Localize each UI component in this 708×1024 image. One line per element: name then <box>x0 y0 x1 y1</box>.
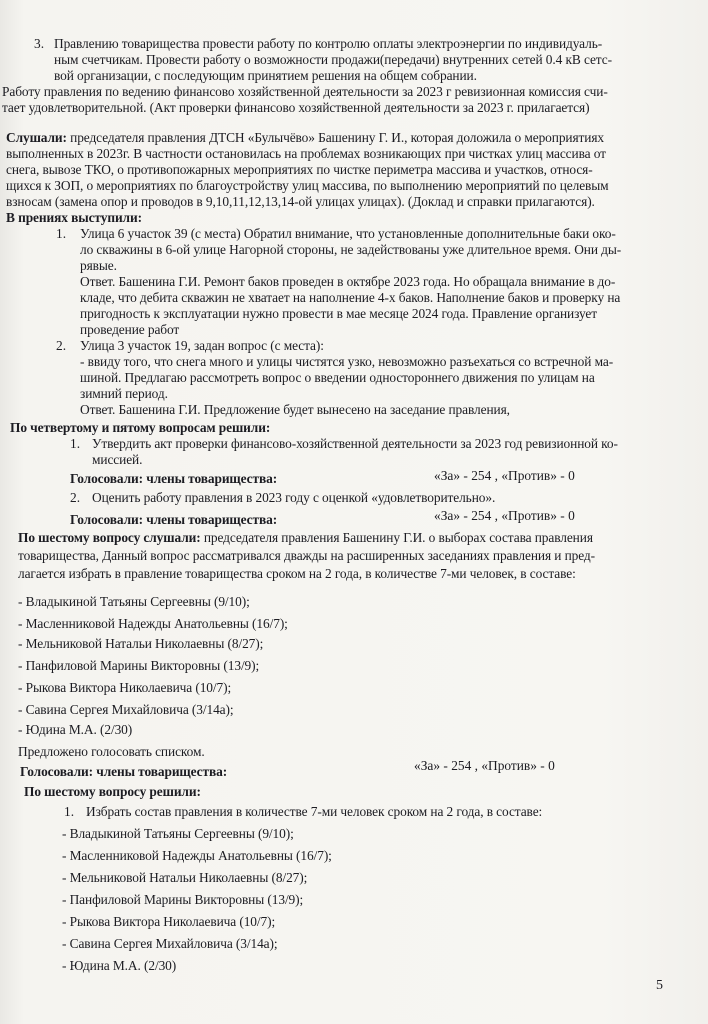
list-item: - Масленниковой Надежды Анатольевны (16/7); <box>18 616 288 631</box>
section-heading: В прениях выступили: <box>6 210 142 225</box>
text-line: Утвердить акт проверки финансово-хозяйственной деятельности за 2023 год ревизионной ко- <box>92 436 618 451</box>
list-item: - Владыкиной Татьяны Сергеевны (9/10); <box>18 594 250 609</box>
section-heading: По шестому вопросу слушали: <box>18 530 201 545</box>
list-item: - Панфиловой Марины Викторовны (13/9); <box>18 658 260 673</box>
section-heading: По шестому вопросу решили: <box>24 784 201 799</box>
text-line: миссией. <box>92 452 143 467</box>
text-line: Улица 3 участок 19, задан вопрос (с места): <box>80 338 324 353</box>
list-item: - Савина Сергея Михайловича (3/14а); <box>62 936 278 951</box>
list-item: - Мельниковой Натальи Николаевны (8/27); <box>18 636 264 651</box>
text-line: Избрать состав правления в количестве 7-ми человек сроком на 2 года, в составе: <box>86 804 543 819</box>
text-line: лагается избрать в правление товарищества сроком на 2 года, в количестве 7-ми человек, в составе: <box>18 566 576 581</box>
text-line: проведение работ <box>80 322 180 337</box>
vote-heading: Голосовали: члены товарищества: <box>70 471 278 486</box>
text-line: шиной. Предлагаю рассмотреть вопрос о введении одностороннего движения по улицам на <box>80 370 595 385</box>
list-number: 3. <box>34 36 45 51</box>
vote-result: «За» - 254 , «Против» - 0 <box>434 508 575 523</box>
text-run: председателя правления Башенину Г.И. о выборах состава правления <box>203 530 593 545</box>
list-item: - Рыкова Виктора Николаевича (10/7); <box>62 914 276 929</box>
text-line: Предложено голосовать списком. <box>18 744 205 759</box>
list-number: 1. <box>70 436 81 451</box>
text-line: взносам (замена опор и проводов в 9,10,11,12,13,14-ой улицах улицах). (Доклад и справки прилагаются). <box>6 194 595 209</box>
list-item: - Юдина М.А. (2/30) <box>62 958 177 973</box>
list-item: - Масленниковой Надежды Анатольевны (16/7); <box>62 848 332 863</box>
text-line: Ответ. Башенина Г.И. Ремонт баков проведен в октябре 2023 года. Но обращала внимание в до- <box>80 274 616 289</box>
text-line: - ввиду того, что снега много и улицы чистятся узко, невозможно разъехаться со встречной ма- <box>80 354 614 369</box>
text-line: ло скважины в 6-ой улице Нагорной стороны, не задействованы уже длительное время. Они ды- <box>80 242 622 257</box>
text-line: зимний период. <box>80 386 168 401</box>
text-line: снега, вывозе ТКО, о противопожарных мероприятиях по чистке периметра массива и участков, относя- <box>6 162 593 177</box>
text-line: щихся к ЗОП, о мероприятиях по благоустройству улиц массива, по выполнению мероприятий по целевым <box>6 178 609 193</box>
vote-result: «За» - 254 , «Против» - 0 <box>434 468 575 483</box>
list-item: - Юдина М.А. (2/30) <box>18 722 133 737</box>
section-heading: По четвертому и пятому вопросам решили: <box>10 420 271 435</box>
text-line: рявые. <box>80 258 117 273</box>
list-item: - Мельниковой Натальи Николаевны (8/27); <box>62 870 308 885</box>
text-line: Улица 6 участок 39 (с места) Обратил внимание, что установленные дополнительные баки око- <box>80 226 616 241</box>
list-number: 2. <box>70 490 81 505</box>
text-line: товарищества, Данный вопрос рассматривался дважды на расширенных заседаниях правления и пред- <box>18 548 596 563</box>
list-number: 1. <box>64 804 75 819</box>
text-run: председателя правления ДТСН «Булычёво» Башенину Г. И., которая доложила о мероприятиях <box>70 130 605 145</box>
text-line: тает удовлетворительной. (Акт проверки финансово хозяйственной деятельности за 2023 г. прилагается) <box>2 100 590 115</box>
list-item: - Савина Сергея Михайловича (3/14а); <box>18 702 234 717</box>
text-line: Оценить работу правления в 2023 году с оценкой «удовлетворительно». <box>92 490 496 505</box>
text-line: ным счетчикам. Провести работу о возможности продажи(передачи) внутренних сетей 0.4 кВ сетс- <box>54 52 612 67</box>
text-line: пригодность к эксплуатации нужно провести в мае месяце 2024 года. Правление организует <box>80 306 598 321</box>
list-item: - Рыкова Виктора Николаевича (10/7); <box>18 680 232 695</box>
text-line <box>18 530 593 546</box>
list-number: 2. <box>56 338 67 353</box>
text-line: Правлению товарищества провести работу по контролю оплаты электроэнергии по индивидуаль- <box>54 36 603 51</box>
text-line: Ответ. Башенина Г.И. Предложение будет вынесено на заседание правления, <box>80 402 510 417</box>
page-number: 5 <box>656 978 663 993</box>
list-number: 1. <box>56 226 67 241</box>
section-heading: Слушали: <box>6 130 67 145</box>
vote-result: «За» - 254 , «Против» - 0 <box>414 758 555 773</box>
vote-heading: Голосовали: члены товарищества: <box>70 512 278 527</box>
text-line: кладе, что дебита скважин не хватает на наполнение 4-х баков. Наполнение баков и проверку на <box>80 290 621 305</box>
list-item: - Панфиловой Марины Викторовны (13/9); <box>62 892 304 907</box>
text-line: выполненных в 2023г. В частности остановилась на проблемах возникающих при чистках улиц массива от <box>6 146 606 161</box>
text-line <box>6 130 604 146</box>
vote-heading: Голосовали: члены товарищества: <box>20 764 228 779</box>
text-line: Работу правления по ведению финансово хозяйственной деятельности за 2023 г ревизионная комиссия счи- <box>2 84 608 99</box>
list-item: - Владыкиной Татьяны Сергеевны (9/10); <box>62 826 294 841</box>
text-line: вой организации, с последующим принятием решения на общем собрании. <box>54 68 477 83</box>
